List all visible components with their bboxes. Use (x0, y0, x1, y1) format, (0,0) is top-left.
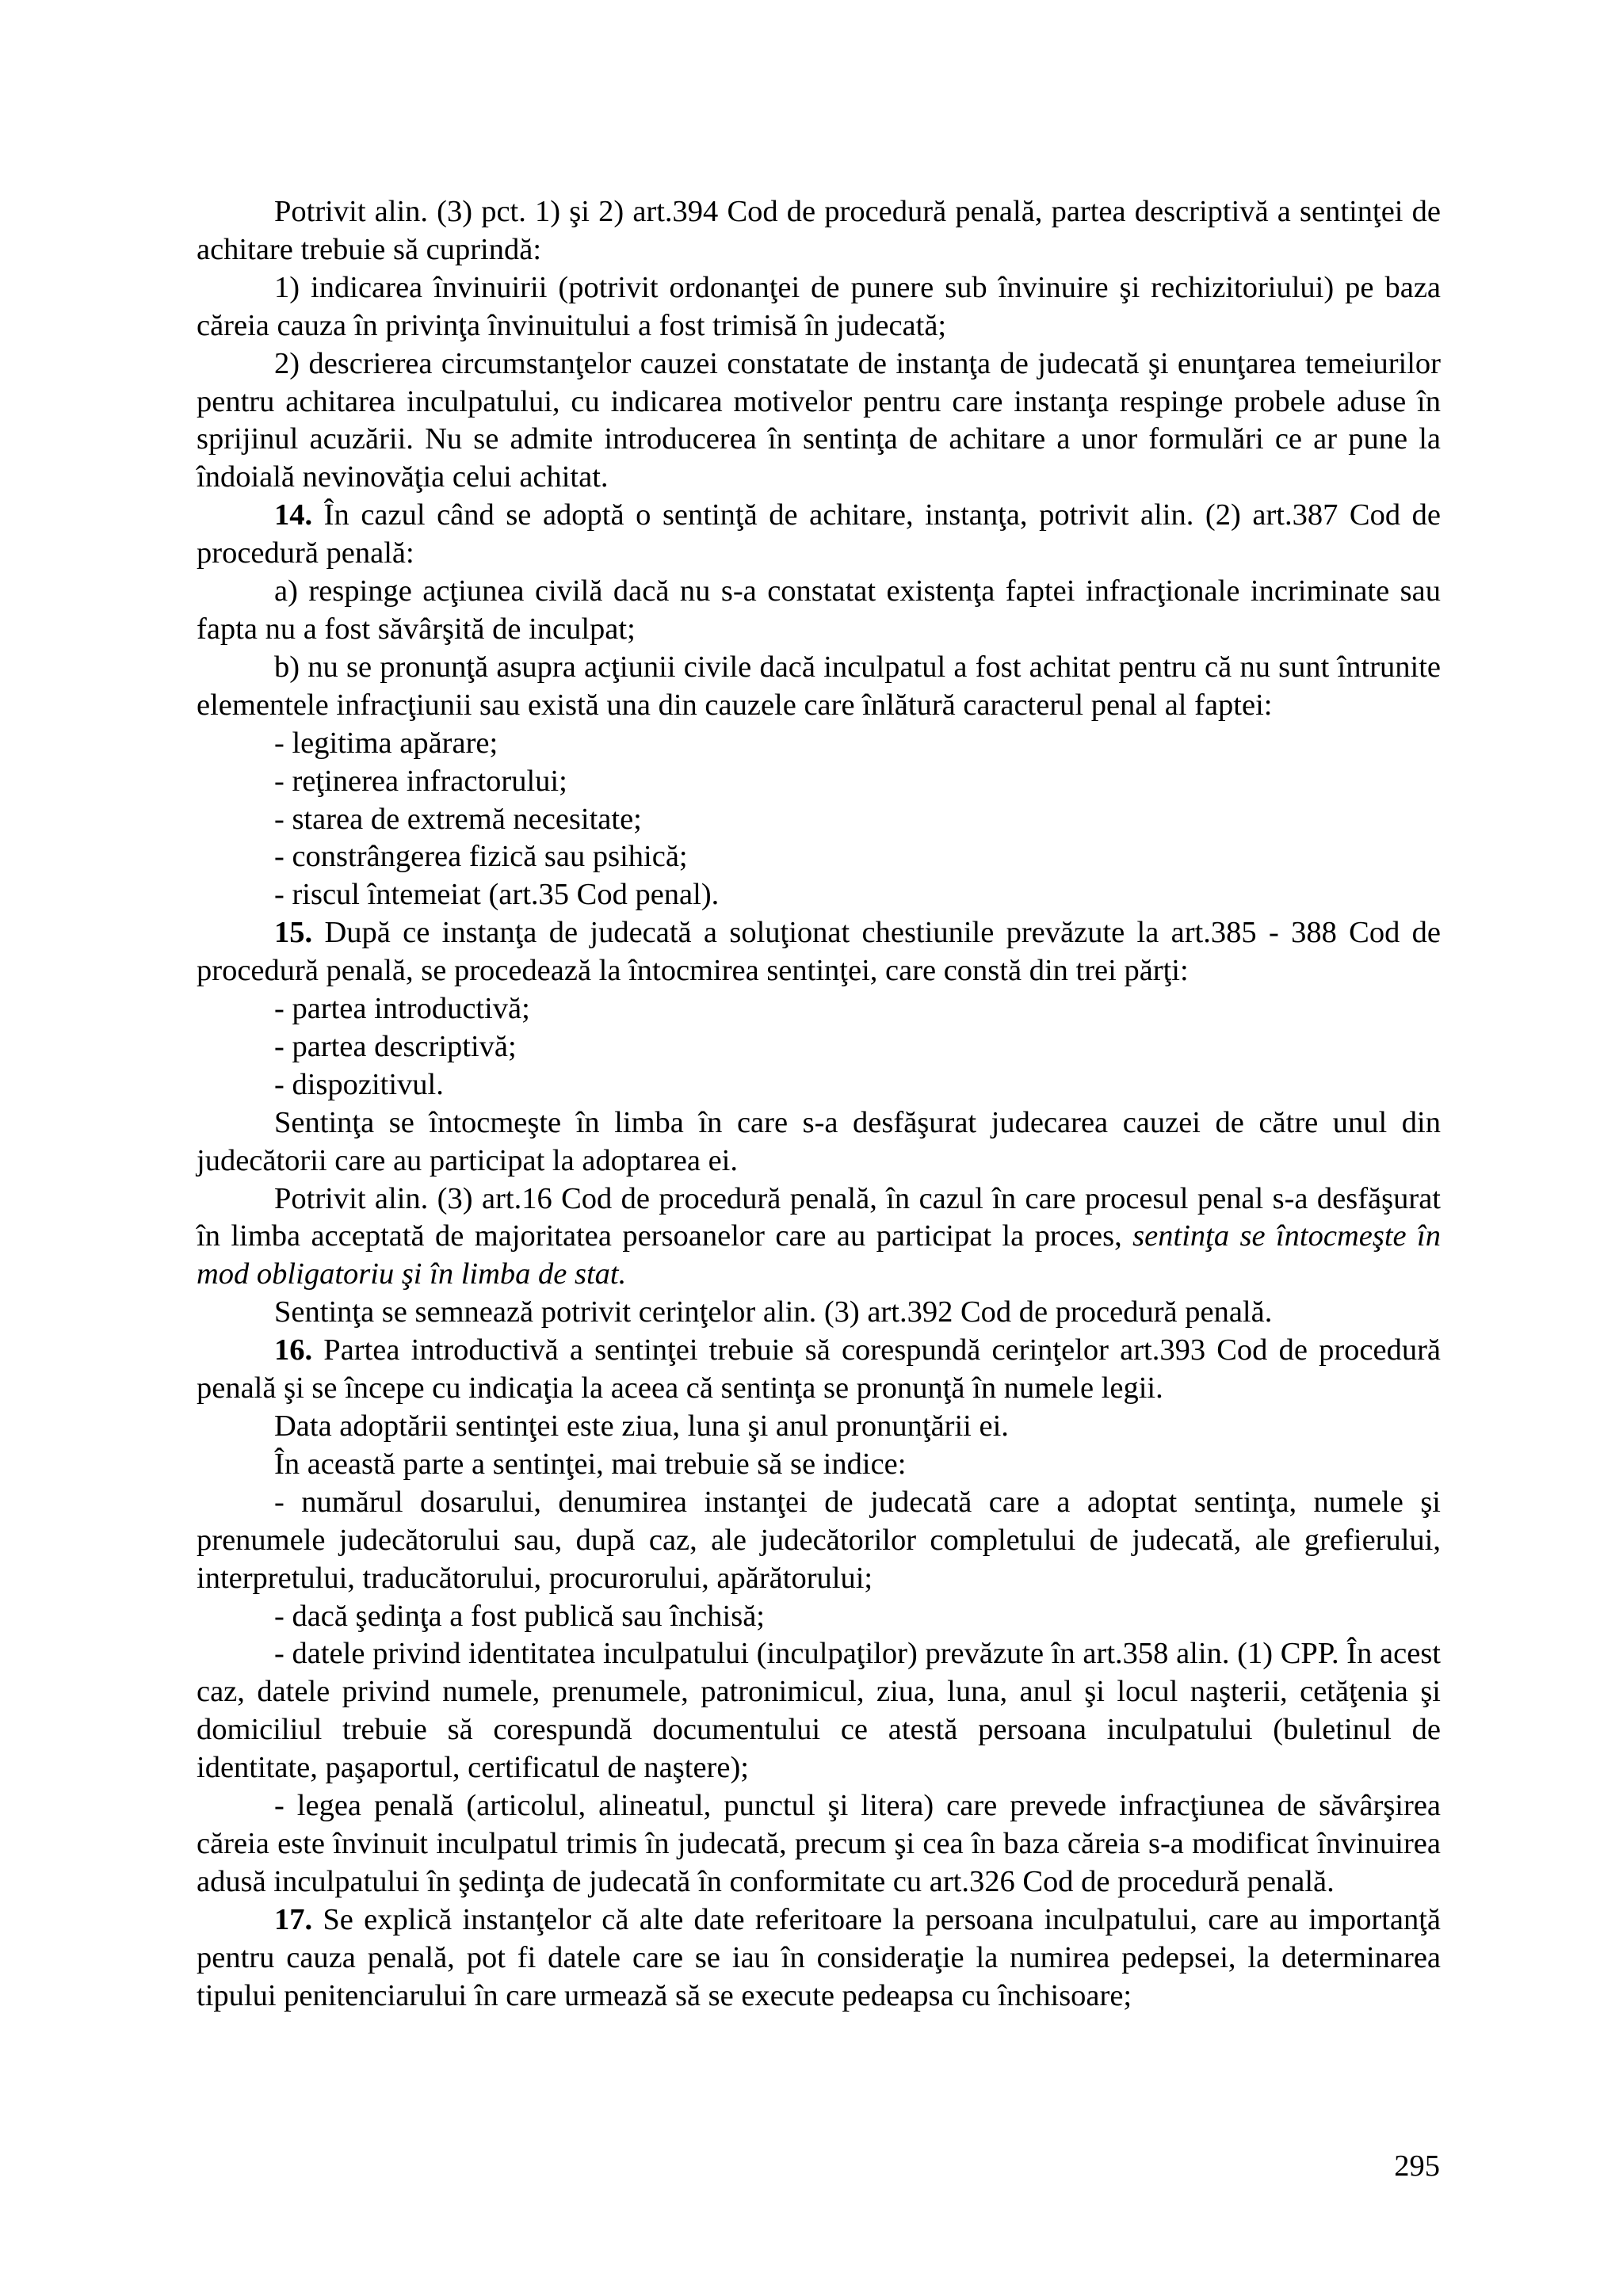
list-item: - dacă şedinţa a fost publică sau închisă; (274, 1599, 765, 1633)
paragraph-15 (197, 914, 1441, 990)
paragraph: Sentinţa se semnează potrivit cerinţelor alin. (3) art.392 Cod de procedură penală. (274, 1295, 1273, 1329)
list-item: - riscul întemeiat (art.35 Cod penal). (274, 878, 720, 912)
point-number: 15. (274, 916, 313, 950)
point-number: 17. (274, 1902, 313, 1936)
list-item: - partea descriptivă; (274, 1029, 517, 1063)
paragraph-text: Se explică instanţelor că alte date referitoare la persoana inculpatului, care au importanţă pentru cauza penală, pot fi datele care se iau în consideraţie la numirea pedepsei, la determinarea tipului penitenciarului în care urmează să se execute pedeapsa cu închisoare; (197, 1902, 1441, 2012)
list-item: - legitima apărare; (274, 726, 498, 760)
list-item: - starea de extremă necesitate; (274, 802, 642, 836)
paragraph: Data adoptării sentinţei este ziua, luna şi anul pronunţării ei. (274, 1409, 1009, 1443)
paragraph-text: În cazul când se adoptă o sentinţă de achitare, instanţa, potrivit alin. (2) art.387 Cod de procedură penală: (197, 498, 1441, 570)
paragraph-text: Potrivit alin. (3) art.16 Cod de procedură penală, în cazul în care procesul penal s-a desfăşurat în limba acceptată de majoritatea persoanelor care au participat la proces, (197, 1181, 1441, 1253)
paragraph-14 (197, 497, 1441, 573)
paragraph: 2) descrierea circumstanţelor cauzei constatate de instanţa de judecată şi enunţarea temeiurilor pentru achitarea inculpatului, cu indicarea motivelor pentru care instanţa respinge probele aduse în sprijinul acuzării. Nu se admite introducerea în sentinţa de achitare a unor formulări ce ar pune la îndoială nevinovăţia celui achitat. (197, 346, 1441, 494)
list-item: - partea introductivă; (274, 992, 530, 1026)
list-item: - legea penală (articolul, alineatul, punctul şi litera) care prevede infracţiunea de săvârşirea căreia este învinuit inculpatul trimis în judecată, precum şi cea în baza căreia s-a modificat învinuirea adusă inculpatului în şedinţa de judecată în conformitate cu art.326 Cod de procedură penală. (197, 1789, 1441, 1898)
point-number: 16. (274, 1333, 313, 1367)
paragraph-text: Partea introductivă a sentinţei trebuie să corespundă cerinţelor art.393 Cod de procedură penală şi se începe cu indicaţia la aceea că sentinţa se pronunţă în numele legii. (197, 1333, 1441, 1405)
point-number: 14. (274, 498, 313, 532)
document-body (197, 193, 1441, 2016)
list-item: - constrângerea fizică sau psihică; (274, 840, 688, 874)
paragraph: În această parte a sentinţei, mai trebuie să se indice: (274, 1447, 907, 1481)
list-item: - dispozitivul. (274, 1067, 444, 1101)
paragraph: b) nu se pronunţă asupra acţiunii civile dacă inculpatul a fost achitat pentru că nu sunt întrunite elementele infracţiunii sau există una din cauzele care înlătură caracterul penal al faptei: (197, 650, 1441, 722)
list-item: - reţinerea infractorului; (274, 764, 567, 798)
paragraph: a) respinge acţiunea civilă dacă nu s-a constatat existenţa faptei infracţionale incriminate sau fapta nu a fost săvârşită de inculpat; (197, 574, 1441, 646)
page-number: 295 (1394, 2149, 1440, 2183)
paragraph-text: După ce instanţa de judecată a soluţionat chestiunile prevăzute la art.385 - 388 Cod de procedură penală, se procedează la întocmirea sentinţei, care constă din trei părţi: (197, 916, 1441, 988)
paragraph-17 (197, 1901, 1441, 2016)
paragraph: 1) indicarea învinuirii (potrivit ordonanţei de punere sub învinuire şi rechizitoriului) pe baza căreia cauza în privinţa învinuitului a fost trimisă în judecată; (197, 270, 1441, 342)
paragraph-16 (197, 1332, 1441, 1408)
list-item: - numărul dosarului, denumirea instanţei de judecată care a adoptat sentinţa, numele şi prenumele judecătorului sau, după caz, ale judecătorilor completului de judecată, ale grefierului, interpretului, traducătorului, procurorului, apărătorului; (197, 1485, 1441, 1595)
list-item: - datele privind identitatea inculpatului (inculpaţilor) prevăzute în art.358 alin. (1) CPP. În acest caz, datele privind numele, prenumele, patronimicul, ziua, luna, anul şi locul naşterii, cetăţenia şi domiciliul trebuie să corespundă documentului ce atestă persoana inculpatului (buletinul de identitate, paşaportul, certificatul de naştere); (197, 1637, 1441, 1785)
paragraph: Sentinţa se întocmeşte în limba în care s-a desfăşurat judecarea cauzei de către unul din judecătorii care au participat la adoptarea ei. (197, 1105, 1441, 1177)
paragraph: Potrivit alin. (3) pct. 1) şi 2) art.394 Cod de procedură penală, partea descriptivă a sentinţei de achitare trebuie să cuprindă: (197, 195, 1441, 266)
paragraph (197, 1180, 1441, 1295)
italic-text: sentinţa se întocmeşte în mod obligatoriu şi în limba de stat. (197, 1219, 1441, 1291)
